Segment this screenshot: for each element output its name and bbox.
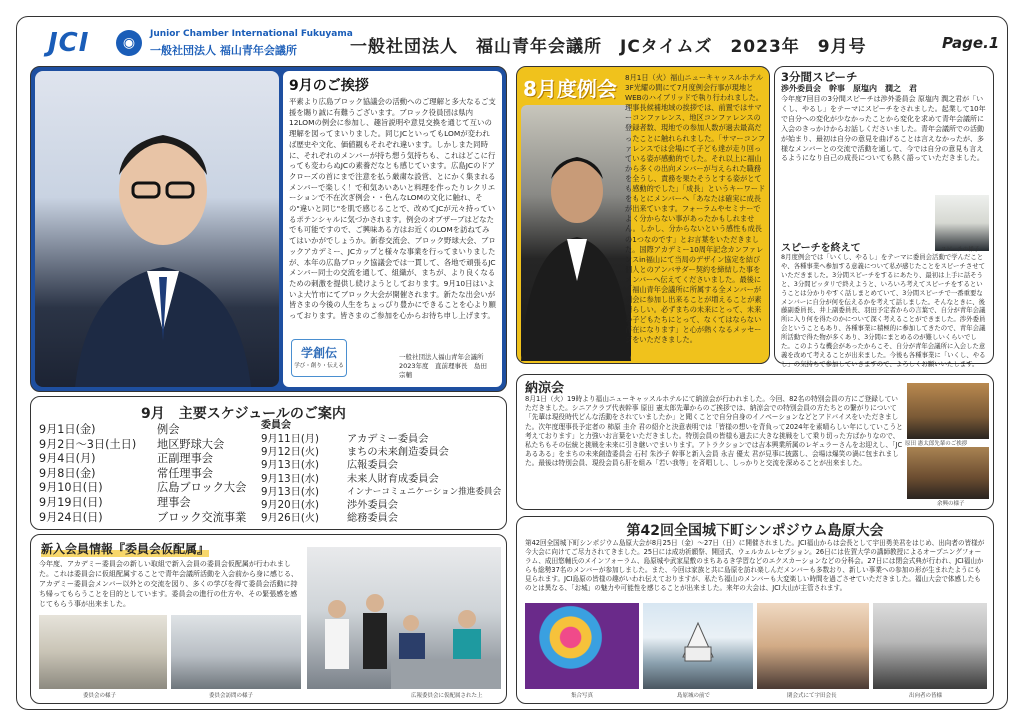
- caption-delegates: 出向者の皆様: [909, 693, 943, 699]
- new-members-section: [30, 534, 507, 704]
- schedule-event: 常任理事会: [157, 466, 213, 480]
- gakusouden-stamp: [291, 339, 347, 377]
- stamp-subtitle: 学び・創り・伝える: [294, 363, 344, 369]
- schedule-event: 広島ブロック大会: [157, 481, 247, 495]
- speech-body: 今年度7回目の3分間スピーチは渉外委員会 原塩内 潤之君が「いくし、やるし」をテーマにスピーチをされました。起業して10年で自分への変化が少なかったことから変化を求めて青年会議所に入会のきっかけからお話しくださいました。青年会議所での活動が始まり、最初は自分の意見を曲げることは言えなかったが、多様なメンバーとの交流で活動を通して、今では自分の意見も言えるようになり自己の成長についても熱く語っていただきました。: [781, 95, 986, 163]
- symposium-title: 第42回全国城下町シンポジウム島原大会: [626, 523, 884, 539]
- schedule-event: 渉外委員会: [347, 500, 398, 512]
- august-speaker-photo: [521, 105, 631, 361]
- stamp-title: 学創伝: [300, 346, 337, 360]
- jci-globe-icon: ◉: [116, 30, 142, 56]
- schedule-left-events: [157, 423, 257, 525]
- closing-ceremony-photo: [757, 603, 869, 689]
- schedule-date: 9月26日(火): [261, 513, 319, 525]
- schedule-date: 9月20日(水): [261, 500, 319, 512]
- speech-photo-caption: スピーチの様子: [941, 247, 980, 253]
- caption-closing: 閉会式にて宇田会長: [787, 693, 837, 699]
- schedule-event: 地区野球大会: [157, 437, 225, 451]
- schedule-event: 広報委員会: [347, 460, 398, 472]
- caption-castle: 島原城の前で: [677, 693, 711, 699]
- schedule-event: まちの未来創造委員会: [347, 447, 449, 459]
- pr-committee-photo: [307, 547, 501, 689]
- speech-photo: [935, 195, 989, 251]
- schedule-date: 9月19日(日): [39, 495, 103, 509]
- schedule-date: 9月8日(金): [39, 466, 96, 480]
- schedule-event: 例会: [157, 423, 180, 436]
- schedule-event: インナーコミュニケーション推進委員会: [347, 486, 502, 497]
- new-members-body: 今年度、アカデミー委員会の新しい取組で新入会員の委員会仮配属が行われました。これは委員会に仮組配属することで青年会議所活動を入会前から身に感じる、アカデミー委員会メンバー以外との交流を図り、多くの学びを得て委員会活動に持ち帰ってもらうことを目的としています。委員会の進行の仕方や、その緊張感を感じてもらう事が出来ました。: [39, 560, 298, 608]
- masthead-title: 一般社団法人 福山青年会議所 JCタイムズ 2023年 9月号: [350, 37, 867, 57]
- jci-logo: JCI: [48, 28, 90, 58]
- symposium-body: 第42回全国城下町シンポジウム島原大会が8月25日（金）〜27日（日）に開催されました。JCI福山からは会長として宇田勇美君をはじめ、出向者の皆様が今大会に向けてご尽力されてきました。25日には成功祈願祭、開団式、ウェルカムレセプション。26日には佐賀大学の講師教授によるオープニングフォーラム、成田悠輔氏のメインフォーラム、島原城や武家屋敷のまちあるき学習などのエクスカーションなどの分科会。27日には閉会式典が行われ、JCI福山からも総勢37名のメンバーが参加しました。また、今回は家族と共に島原を訪れ楽しんだメンバーも多数おり、新しい事業への参加の形が生まれたようにも見られます。JCI島原の皆様の趣がいわれ伝えておりますが、私たち福山のメンバーも大変楽しい時間を過ごさせていただきました。福山大会で体感したものとは異なる、「お城」の魅力や可能性を感じることが出来ました。来年の大会は、JCI大山が主管されます。: [525, 539, 985, 592]
- summer-party-section: [516, 374, 994, 510]
- caption-senior-greeting: 原田 憲太郎先輩のご挨拶: [905, 441, 968, 447]
- symposium-section: [516, 516, 994, 704]
- greeting-portrait-photo: [35, 71, 279, 387]
- org-name-jp: 一般社団法人 福山青年会議所: [150, 44, 297, 57]
- schedule-date: 9月13日(水): [261, 460, 319, 472]
- shimabara-castle-photo: [643, 603, 753, 689]
- committee-heading: 委員会: [261, 420, 291, 431]
- august-meeting-body: 8月1日（火）福山ニューキャッスルホテル3F光耀の間にて7月度例会行事が現地とWEBのハイブリッドで執り行われました。理事長候補地域の挨拶では、前置ではサマーコンファレンス、地区コンファレンスの登録者数、現地での参加人数が過去最高だったことに触れられました。「サマーコンファレンスでは会場にて子ども達が走り回っている姿が感動的でした。それ以上に福山から多くの出向メンバーが与えられた職務を全うし、責務を果たそうとする姿がとても感動的でした」「成長」というキーワードをもとにメンバーへ「あなたは確実に成長が出来ています。フォーラムやセミナーでよく分からない事があったかもしれません。しかし、分からないという感性も成長の1つなのです」とお言葉をいただきました。国際アカデミー10周年記念カンファレンスin福山にて当局のデザイン協定を結び個人とのアンバサダー契約を締結した事をメンバーへ伝えてくださいました。最後に「福山青年会議所に所属する全メンバーが例会に参加し出来ることが増えることが素晴らしい。必ずまちの未来にとって、未来の子どもたちにとって、なくてはならない存在になります」と心が熱くなるメッセージをいただきました。: [625, 73, 766, 345]
- newsletter-header: [30, 26, 1000, 62]
- speech-speaker: 渉外委員会 幹事 原塩内 潤之 君: [781, 84, 917, 93]
- speech-title: 3分間スピーチ: [781, 70, 858, 84]
- page-number: Page.1: [942, 34, 1000, 52]
- schedule-right-events: [347, 433, 505, 525]
- entertainment-photo: [907, 447, 989, 499]
- schedule-left-dates: [39, 423, 149, 525]
- caption-entertainment: 余興の様子: [937, 501, 965, 507]
- schedule-section: [30, 396, 507, 530]
- schedule-date: 9月11日(月): [261, 434, 319, 445]
- speech-after-body: 8月度例会では「いくし、やるし」をテーマに委員会活動で学んだことや、各種事業へ参加する意義について私が感じたことをスピーチさせていただきました。3分間スピーチをするにあたり、最初は上手に話そうと、3分間ピッタリで終えようと、いろいろ考えてスピーチをするということは分かりやすく話しまとめていて、3分間スピーチで一番重要なメンバーに自分が何を伝えるかを考えて話しました。そんなときに、後藤副委員長、井上副委員長、羽田予定者からの言葉で、自分が青年会議所に入り何を得たのかについて深く考えることができました。渉外委員会ということもあり、各種事業に積極的に参加してきたので、青年会議所活動で得た物が多くあり、3分間にまとめるのが難しいくらいでした。このような機会があったからこそ、自分が青年会議所に入会した意義を改めて考えることが出来ました。今後も各種事業に「いくし、やるし」の気持ちで参加していきますので、よろしくお願いいたします。: [781, 253, 986, 368]
- schedule-event: アカデミー委員会: [347, 434, 429, 445]
- schedule-event: 未来人財育成委員会: [347, 473, 439, 485]
- speech-section: [774, 66, 994, 368]
- schedule-date: 9月2日〜3日(土日): [39, 437, 137, 451]
- schedule-date: 9月4日(月): [39, 452, 96, 466]
- caption-committee: 委員会の様子: [83, 693, 117, 699]
- portrait-silhouette: [35, 71, 279, 387]
- speaker-silhouette: [521, 105, 631, 361]
- new-members-title: 新入会員情報『委員会仮配属』: [41, 542, 210, 556]
- people-silhouettes: [307, 547, 501, 689]
- schedule-date: 9月13日(水): [261, 473, 319, 485]
- schedule-event: 正副理事会: [157, 452, 213, 466]
- schedule-date: 9月12日(火): [261, 447, 319, 459]
- greeting-title: 9月のご挨拶: [289, 78, 369, 94]
- castle-icon: [643, 603, 753, 689]
- schedule-event: 理事会: [157, 495, 191, 509]
- summer-party-body: 8月1日（火）19時より福山ニューキャッスルホテルにて納涼会が行われました。今回、82名の特別会員の方にご登録していただきました。シニアクラブ代表幹事 原田 憲太郎先輩からのご挨拶では、納涼会での特別会員の方たちとの繋がりについて「先輩は現役時代どんな活動をされていましたか」と聞くことで自分自身のイノベーションなどとアドバイスをいただきました。次年度理事長予定者の 柿原 圭介 君の紹介と決意表明では「皆様の想いを背負って2024年を素晴らしい年にしていこうと考えております」と力強いお言葉をいただきました。特別会員の皆様も過去に大きな挑戦をして乗り切った方ばかりなので、私たちもその伝統と挑戦を未来に引き継いでまいります。アトラクションでは吉本興業所属のレギュラーさんをお迎えし、「JCあるある」をまちの未来創造委員会 石村 朱沙子 幹事と新入会員 永吉 優太 君が見事に披露し、会場は爆笑の渦に包まれました。最後は特別会員、現役会員ら肝を組み「若い我等」を斉唱しし、しっかりと交流を深めることが出来ました。: [525, 395, 903, 468]
- caption-pr-committee: 広報委員会に仮配属された上: [411, 693, 483, 699]
- august-meeting-section: [516, 66, 770, 364]
- schedule-date: 9月1日(金): [39, 423, 96, 436]
- committee-visit-photo: [171, 615, 301, 689]
- group-photo: [525, 603, 639, 689]
- august-meeting-title: 8月度例会: [523, 77, 617, 101]
- greeting-section: [30, 66, 507, 392]
- schedule-event: ブロック交流事業: [157, 510, 247, 524]
- delegates-photo: [873, 603, 987, 689]
- schedule-date: 9月10日(日): [39, 481, 103, 495]
- senior-greeting-photo: [907, 383, 989, 439]
- schedule-right-dates: [261, 433, 351, 525]
- schedule-date: 9月24日(日): [39, 510, 103, 524]
- speech-after-title: スピーチを終えて: [781, 243, 861, 254]
- greeting-body: 平素より広島ブロック協議会の活動へのご理解と多大なるご支援を賜り誠に有難うございます。ブロック役員団は県内12LOMの例会に参加し、趣旨説明や意見交換を通じて互いの理解を図ってまいりました。同じJCといってもLOMが変われば歴史や文化、価値観もそれぞれ違います。しかしまた同時に、それぞれのメンバーが持ち想う気持ちも、これはどこに行っても変わらぬJCの素養だなとも感じています。広島JCのドアクローズの首にまで注意を払う厳粛な設営、とにかく集まれるメンバーで楽しく！で和気あいあいと料理を作ったりレクリエーションで不在次ぎ例会・・色んなLOMの文化に触れ、その"違いと同じ"を肌で感じることで、改めてJCが元々持っているポテンシャルに気づかされます。例会のオブザーブはどなたでも可能ですので、ご興味ある方はお近くのLOMを訪ねてみてはいかがでしょうか。新春交流会、ブロック野球大会、ブロックアカデミー、JCカップと様々な事業を行ってまいりましたが、本年の広島ブロック協議会では一貫して、各地で頑張るJCメンバー同士の交流を通して、組織が、まちが、より良くなるための刺激を提供し続けようとしております。9月10日はいよいよ大竹市にてブロック大会が開催されます。新たな出会いが皆さまの今後の人生をちょっぴり豊かにできることを心より願っております。皆さまのご参加を心からお待ち申し上げます。: [289, 97, 496, 321]
- org-name-en: Junior Chamber International Fukuyama: [150, 29, 353, 39]
- greeting-signature: 一般社団法人福山青年会議所 2023年度 直前理事長 島田 宗輔: [399, 353, 494, 379]
- greeting-panel: [283, 71, 502, 387]
- caption-group: 集合写真: [571, 693, 594, 699]
- schedule-event: 総務委員会: [347, 513, 398, 525]
- committee-meeting-photo: [39, 615, 167, 689]
- schedule-date: 9月13日(水): [261, 486, 319, 498]
- summer-party-title: 納涼会: [525, 381, 565, 396]
- schedule-title: 9月 主要スケジュールのご案内: [141, 406, 346, 422]
- caption-visit: 委員会訪問の様子: [209, 693, 254, 699]
